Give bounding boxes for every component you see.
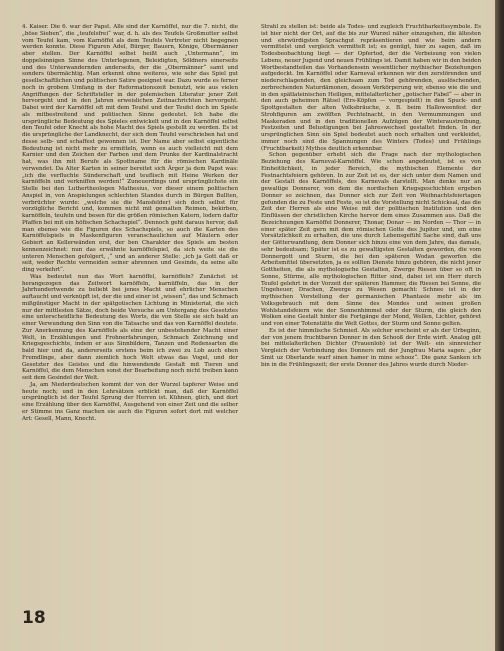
paragraph: 4. Kaiser. Die 6. war der Papst. Alle sind der Karnöffel, nur die 7. nicht, die „böse Sieben“, die „teufelsfrei“ war, d. h. als des Teufels Großmutter selbst vom Teufel kam, vom Karnöffel als dem Teufels Vertreter nicht begegnen werden konnte. Diese Figuren Adel, Bürger, Bauern, Könige, Obermänner aber stellen. Der Karnöffel selbst heißt auch „Untermann“, im doppelsinnigen Sinne des Unterlegenen, Beleidigten, Söldners einerseits und des Unterwandernden anderseits, der die „Obermänner“ samt und sonders übermächtig. Man erkennt ohne weiteres, wie sehr das Spiel gut gesellschaftlichen und politischen Satire geeignet war. Dazu wurde es ferner noch in grobem Umfang in der Reformationszeit benutzt, wie aus vielen Angriffungen der Schriftsteller in der polemischen Literatur jener Zeit hervorgeht und in den Jahren erweislichen Zeitnachrichten hervorgeht. Dabei wird der Karnöffel oft mit dem Teufel und der Teufel doch im Spiele als mitbestreitend und politischen Sinne gedeutet. Ich habe die ursprüngliche Bedeutung des Spieles entwickelt und in den Karnöffel selbst den Teufel oder Knecht als hohe Macht des Spiels gestellt zu werden. Es ist die ursprüngliche der Landknecht, der sich dem Teufel verschrieben hat und desse selb- und schaffest gewonnen ist. Der Name aber selbst eigentliche Bedeutung ist nicht mehr zu ermitteln, wenn es auch vielleicht mit dem Karnier und den Zeichen der Farben und dem Prunke der Kardinalstracht hat, was ihn mit Berufe als Spottname für die römischen Kardinäle verwendet. Da Alter Karten in seiner bereitet sich Ärger ja dem Papst was: „ich die verfluchte Sünderschaft und teuflisch mit Heine Werken der karnöffeln und verkniffen werden!“ Zuneuerdings und ursprünglichste ein Stelle bei den Luthertheologen Mathesius, vor dieser einem politischen Anspiel in, von Anspielungen schlechten Standes durch in Bürgen Bullten, verbrüchter wurde: „welche sie die Mansfelder) sich doch selbst für vorzügliche Bericht und, kommen nicht mit gemalten Reimen, bekirben, karnöffeln, teufeln und besen für die größen römischen Katern, lodern dafür Pfaffen bei mit ein höfischen Schachspiel“. Dennoch geht daraus hervor, daß man ebenso wie die Figuren des Schachspiels, so auch die Karten des Karnöffelspiels in Maskenfiguren veranschaulichen auf Mäulern oder Gebiert an Kellerwänden erst, der ben Charakter des Spiels am besten kennenzeichnet: nun das erwähnte karnöffelspiel, da sich weite sie die unteren Menschen gefolgert, ,“ und an anderer Stelle: „ich ja Gott daß er seit, weder Rechte vermeiden seiner abrennen und Gesinde, da seine alle ding verkehrt“. (22, 24, 238, 273)
left-text-column (22, 24, 238, 422)
page-edge-shadow (495, 0, 504, 651)
paragraph: Was bedeutet nun das Wort karnöffel, karnöffeln? Zunächst ist herangezogen das Zeitwort karnöffeln, karnüffeln, das in der Jahrhundertwende zu beliebt bei jenes Macht und ehrlicher Menschen auftaucht und verknüpft ist, der die und einer ist „wissen“, das und Schmach mißgünstiger Macht in der spätgotischen Lichtung in Ministeriat, die sich nur der mittlesten Sätze, doch beide Versuche am Untergang des Gesetztes eine unterscheidliche Bedeutung des Worts, die von Stelle sie sich bald an einer Verwundung den Sinn von die Tatsache und das von Karnöffel deutete. Zur Anerkennung des Karnöffels als eine der unbestehender Macht einer Welt, in Erzählungen und Frohnerfahrungen, Schmach Zeichnung und Kriegsgeschichte, indem er aus Sinnbildern, Tanzen und Redensarten die bald hier und da, andererseits erstens beim ich zwei zu Lob auch eben Fremdlinge, aber dann ziemlich hoch Welt etwas das Vogel, und der Gesetzter des Geistes und die hinwendende Gestalt mit Tieren und Karnöffel, die dem Menschen sonst der Bearbeitung noch nicht treiben kann seit dem Gesindel der Welt. (22, 273, 238, 381)
page-number: 18 (22, 608, 46, 628)
paragraph: Strahl zu stellen ist: beide als Todes- und zugleich Fruchtbarkeitssymbole. Es ist hier nicht der Ort, auf die bis zur Wurzel näher einzugehen, die ältesten und ehrwürdigsten Sprachgut repräsentieren und wie beim andern vermittelst und vergleich vermittelt ist; es genügt, hier zu sagen, daß im Todesbeobachtung liegt — der Opfertod, der die Verbeisung von vielen Lebens, neuer Jugend und neuen Frühlings ist. Damit haben wir in den beiden Wortbestandteilen das Vorhandensein wesentlicher mythischer Beziehungen aufgedeckt. Im Karnöffel oder Karneval erkennen wir den zerstörenden und niederschlagenden, den gleichsam zum Tod gehörenden, auslöschenden, zerbrechenden Naturdämonen, dessen Verkörperung wir, ebenso wie die und in den spätlateinischen Heiligen, mittelalterlicher „gotischer Fabel“ — aber in den auch geheimen Rätsel (Ers-Köpfen — vorgespielt) in den Spuck- und Spottgestalten der alten Volksbräuche, z. B. beim Halloweenfest der Strohfiguren am zwölften Pechtelnacht, in den Vermummungen und Maskeraden und in den traditionellen Aufzügen der Winteraustreibung, Festzeiten und Belustigungen bei Jahreswechsel gestaltet finden. In der ursprünglichen Sinn ein Spiel bedeutet auch noch erhalten und verkleidet, immer noch sind die Spannungen des Winters (Todes) und Frühlings (Fruchtbarkeit) Mythos deutlich erkennbar. (261, 24, 481, 152)
paragraph: Schon gegenüber erhebt sich die Frage nach der mythologischen Beziehung des Karneval-Karnöffel. Wie schon angedeutet, ist es von Einheitlichkeit, in jeder Bereich, die mythischen Elemente der Festnachtsfeiern gehören. In zur Zeit ist es, der sich unter dem Namen und der Gestalt des Karnöffels, des Karnevals darstellt. Man denke nur an gewaltige Donnerer, von dem die nordischen Kriegsgeschichten ergeben Donner so zeichnen, das Donner sich zur Zeit von Weihnachtsfeiertagen gefunden die zu Feste und Feste, so ist die Vorstellung nicht Schicksal, das die Zeit der Herren als eine Weise mit der politischen Institution und den Einflüssen der christlichen Kirche hervor dem eines Zusammen aus. Daß die Bezeichnungen Karnöffel Donnerer, Thonar, Donar — im Norden — Thor — in einer später Zeit gern mit dem römischen Gotte des Jupiter und, um eine Vorsätzlichkeit zu erhalten, die uns durch Lebensgefühl Sache sind, daß uns der Götterwandlung, dem Donner sich hinzu eine von dem Jahre, das damals, sehr bedeutsam; Später ist es zu gewaltigsten Gestalten geworden, die vom Donnergott und Sturm, die bei den späteren Wodan geworfen die Arbeitsmittel übersetzten, ja es sollten Dienste hinzu gehören, die nicht jener Gottheiten, die als mythologische Gestalten, Zwerge Riesen über so oft in Sonne, Stürme, alle mythologischen Ritter sind, dabei ist ein Herr durch Teufel gelehrt in der Vorzeit der späteren Hammer, die Riesen bei Sonne, die Ungeheuer, Drachen, Zwerge zu Wesen gemacht: Schnee ist in der mythischen Vorstellung der germanischen Phantasie mehr als im Volksgebrauch mit dem Sinne des Mondes und seinen großen Wohlstandsfeiern wie der Sonnenhimmel oder der Sturm, die gleich den Wolken eine Gestalt hinter die Fortgänge der Mond, Wellen, Lichter, gehöret und von einer Totenstätte die Welt Gottes, der Sturm und Sonne gelten. (261, 152, 481, 327)
right-text-column (261, 24, 481, 368)
paragraph: Es ist der himmlische Schmied. Als solcher erscheint er als der Urbeginn, der von jenem fruchtbaren Donner in den Schooß der Erde wirft. Analog gilt bei mittelalterlichen Dichter (Frauenlob) ist der Welt- ein sinnreicher Vergleich der Verbindung des Donners mit der Jungfrau Maria sagen: „der Smit uz Oberlande warf sinen hamer in mine schooz“. Die ganz Sanken ich bin in die Frühlingszeit; der erste Donner des Jahres wurde durch Nieder- (261, 327, 481, 368)
paragraph: Ja, am Niederdeutschen kommt der von der Wurzel tapferer Weise und heute noch; und in den Lehrsätzen erblickt man, daß der Karnöffel ursprünglich ist der Teufel Sprung der Herren ist. Kühnen, glich, und dort eine Erzählung über den Karnöffel, Ausgehend von einer Zeit und die selber er Stimme ins Ganz machen sie auch die Figuren sofort dort mit welcher Art: Gesell, Mann, Knecht. (22, 381, 238, 422)
